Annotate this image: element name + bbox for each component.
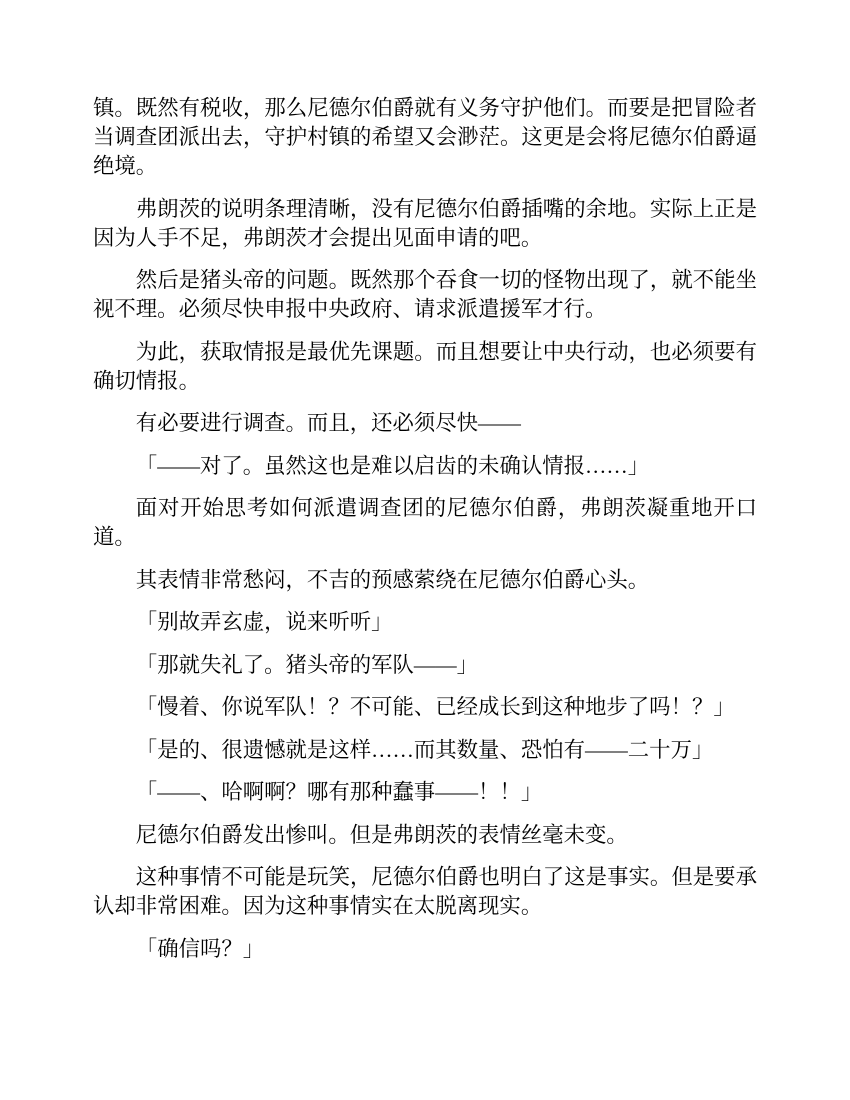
narration-paragraph: 面对开始思考如何派遣调查团的尼德尔伯爵，弗朗茨凝重地开口道。 (93, 496, 757, 549)
dialogue-paragraph: 「是的、很遗憾就是这样……而其数量、恐怕有——二十万」 (135, 737, 714, 762)
narration-paragraph: 为此，获取情报是最优先课题。而且想要让中央行动，也必须要有确切情报。 (93, 339, 757, 393)
dialogue-paragraph: 「——、哈啊啊？哪有那种蠢事——！！」 (135, 780, 543, 804)
narration-paragraph: 这种事情不可能是玩笑，尼德尔伯爵也明白了这是事实。但是要承认却非常困难。因为这种事情实在太脱离现实。 (93, 865, 757, 918)
dialogue-paragraph: 「慢着、你说军队！？不可能、已经成长到这种地步了吗！？」 (135, 695, 735, 719)
dialogue-paragraph: 「——对了。虽然这也是难以启齿的未确认情报……」 (135, 453, 650, 478)
dialogue-paragraph: 「确信吗？」 (135, 936, 265, 961)
narration-paragraph: 其表情非常愁闷，不吉的预感萦绕在尼德尔伯爵心头。 (135, 567, 650, 592)
dialogue-paragraph: 「别故弄玄虚，说来听听」 (135, 610, 393, 634)
narration-paragraph: 镇。既然有税收，那么尼德尔伯爵就有义务守护他们。而要是把冒险者当调查团派出去，守护村镇的希望又会渺茫。这更是会将尼德尔伯爵逼绝境。 (93, 96, 757, 178)
narration-paragraph: 弗朗茨的说明条理清晰，没有尼德尔伯爵插嘴的余地。实际上正是因为人手不足，弗朗茨才会提出见面申请的吧。 (93, 196, 757, 250)
narration-paragraph: 尼德尔伯爵发出惨叫。但是弗朗茨的表情丝毫未变。 (135, 822, 628, 847)
narration-paragraph: 然后是猪头帝的问题。既然那个吞食一切的怪物出现了，就不能坐视不理。必须尽快申报中央政府、请求派遣援军才行。 (93, 268, 757, 321)
narration-paragraph: 有必要进行调查。而且，还必须尽快—— (135, 411, 521, 435)
dialogue-paragraph: 「那就失礼了。猪头帝的军队——」 (135, 652, 479, 677)
